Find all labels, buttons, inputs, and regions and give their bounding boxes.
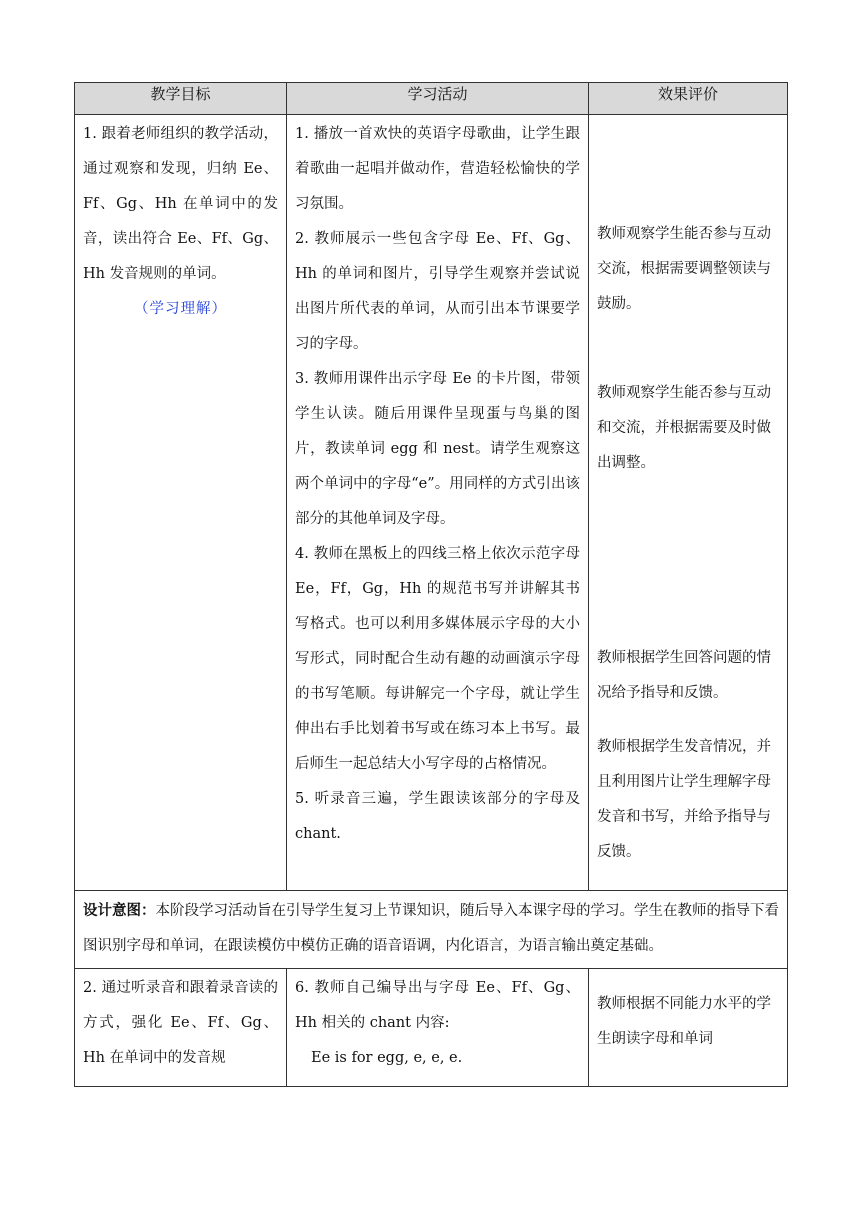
header-activity: 学习活动 [287,83,589,115]
goal-text: 2. 通过听录音和跟着录音读的方式，强化 Ee、Ff、Gg、Hh 在单词中的发音规 [83,980,278,1066]
chant-line: Ee is for egg, e, e, e. [311,1050,463,1066]
evaluation-item: 教师根据学生发音情况，并且利用图片让学生理解字母发音和书写，并给予指导与反馈。 [597,739,771,860]
goal-cell [75,115,287,891]
evaluation-cell [589,969,788,1087]
evaluation-item: 教师观察学生能否参与互动交流，根据需要调整领读与鼓励。 [597,226,771,312]
design-row [75,891,788,969]
activity-item: 6. 教师自己编导出与字母 Ee、Ff、Gg、Hh 相关的 chant 内容: [295,980,580,1031]
design-cell [75,891,788,969]
table-row [75,115,788,891]
evaluation-cell [589,115,788,891]
activity-item: 1. 播放一首欢快的英语字母歌曲，让学生跟着歌曲一起唱并做动作，营造轻松愉快的学习氛围。 [295,126,580,212]
header-row [75,83,788,115]
design-label: 设计意图： [83,902,156,919]
activity-item: 3. 教师用课件出示字母 Ee 的卡片图，带领学生认读。随后用课件呈现蛋与鸟巢的图片，教读单词 egg 和 nest。请学生观察这两个单词中的字母“e”。用同样的方式引出该部分的其他单词及字母。 [295,371,580,527]
goal-cell [75,969,287,1087]
header-evaluation: 效果评价 [589,83,788,115]
activity-item: 2. 教师展示一些包含字母 Ee、Ff、Gg、Hh 的单词和图片，引导学生观察并尝试说出图片所代表的单词，从而引出本节课要学习的字母。 [295,231,580,352]
evaluation-item: 教师观察学生能否参与互动和交流，并根据需要及时做出调整。 [597,385,771,471]
activity-item: 4. 教师在黑板上的四线三格上依次示范字母 Ee，Ff，Gg，Hh 的规范书写并讲解其书写格式。也可以利用多媒体展示字母的大小写形式，同时配合生动有趣的动画演示字母的书写笔顺。每讲解完一个字母，就让学生伸出右手比划着书写或在练习本上书写。最后师生一起总结大小写字母的占格情况。 [295,546,580,772]
activity-item: 5. 听录音三遍，学生跟读该部分的字母及 chant. [295,791,580,842]
activity-cell [287,115,589,891]
table-row [75,969,788,1087]
design-text: 本阶段学习活动旨在引导学生复习上节课知识，随后导入本课字母的学习。学生在教师的指导下看图识别字母和单词，在跟读模仿中模仿正确的语音语调，内化语言，为语言输出奠定基础。 [83,903,779,954]
goal-text: 1. 跟着老师组织的教学活动，通过观察和发现，归纳 Ee、Ff、Gg、Hh 在单词中的发音，读出符合 Ee、Ff、Gg、Hh 发音规则的单词。 [83,126,278,282]
evaluation-item: 教师根据学生回答问题的情况给予指导和反馈。 [597,650,771,701]
evaluation-item: 教师根据不同能力水平的学生朗读字母和单词 [597,996,771,1047]
header-goal: 教学目标 [75,83,287,115]
goal-tag: （学习理解） [134,301,227,317]
lesson-plan-table [74,82,788,1087]
activity-cell [287,969,589,1087]
